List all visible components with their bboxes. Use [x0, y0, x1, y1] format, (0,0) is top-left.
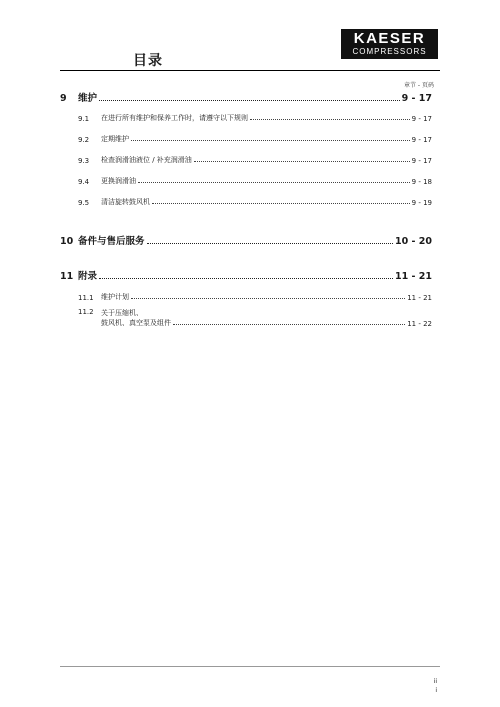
- footer-page-line2: i: [435, 687, 437, 694]
- dot-leader: [152, 203, 410, 204]
- section-title: 定期维护: [101, 135, 129, 143]
- toc-section-9-5[interactable]: [78, 197, 432, 207]
- footer-divider: [60, 666, 440, 667]
- toc-chapter-10[interactable]: [60, 233, 432, 247]
- dot-leader: [99, 100, 400, 101]
- toc-chapter-9[interactable]: [60, 90, 432, 104]
- toc-section-9-4[interactable]: [78, 176, 432, 186]
- dot-leader: [138, 182, 410, 183]
- toc-section-9-1[interactable]: [78, 113, 432, 123]
- dot-leader: [99, 278, 393, 279]
- section-title: 在进行所有维护和保养工作时，请遵守以下规则: [101, 114, 248, 122]
- page-number: 9 - 17: [411, 157, 432, 165]
- chapter-number: 9: [60, 93, 67, 104]
- logo-brand: KAESER: [353, 30, 426, 47]
- section-title: [101, 308, 171, 328]
- logo-subtitle: COMPRESSORS: [352, 47, 427, 56]
- section-title-line2: 鼓风机、真空泵及组件: [101, 319, 171, 327]
- section-number: 9.3: [78, 157, 90, 165]
- dot-leader: [131, 140, 410, 141]
- dot-leader: [131, 298, 405, 299]
- chapter-number: 11: [60, 271, 74, 282]
- page-number: 11 - 22: [407, 320, 432, 328]
- section-number: 11.1: [78, 294, 94, 302]
- toc-section-11-1[interactable]: [78, 292, 432, 302]
- page-number: 9 - 17: [411, 115, 432, 123]
- dot-leader: [194, 161, 410, 162]
- section-number: 9.1: [78, 115, 90, 123]
- chapter-title: 附录: [78, 271, 98, 282]
- footer-page-line1: ii: [433, 678, 437, 685]
- chapter-title: 备件与售后服务: [78, 236, 145, 247]
- section-number: 9.4: [78, 178, 90, 186]
- toc-chapter-11[interactable]: [60, 268, 432, 282]
- toc-section-9-3[interactable]: [78, 155, 432, 165]
- section-number: 9.5: [78, 199, 90, 207]
- page-number: 11 - 21: [407, 294, 432, 302]
- dot-leader: [173, 324, 405, 325]
- page-number: 9 - 17: [401, 93, 432, 104]
- section-title: 清洁旋转鼓风机: [101, 198, 150, 206]
- page-number: 11 - 21: [395, 271, 432, 282]
- section-number: 9.2: [78, 136, 90, 144]
- chapter-title: 维护: [78, 93, 98, 104]
- page-footer: [429, 677, 437, 695]
- page-title: 目录: [133, 53, 163, 69]
- kaeser-logo: [341, 29, 438, 59]
- page-number: 10 - 20: [395, 236, 432, 247]
- page-number: 9 - 18: [411, 178, 432, 186]
- toc-section-9-2[interactable]: [78, 134, 432, 144]
- column-label: 章节 - 页码: [404, 82, 434, 89]
- section-number: 11.2: [78, 308, 94, 316]
- section-title-line1: 关于压缩机、: [101, 309, 143, 317]
- dot-leader: [250, 119, 410, 120]
- page-number: 9 - 19: [411, 199, 432, 207]
- page-number: 9 - 17: [411, 136, 432, 144]
- dot-leader: [147, 243, 393, 244]
- toc-section-11-2[interactable]: [78, 308, 432, 328]
- chapter-number: 10: [60, 236, 74, 247]
- section-title: 更换润滑油: [101, 177, 136, 185]
- section-title: 检查润滑油液位 / 补充润滑油: [101, 156, 192, 164]
- section-title: 维护计划: [101, 293, 129, 301]
- header-divider: [60, 70, 440, 71]
